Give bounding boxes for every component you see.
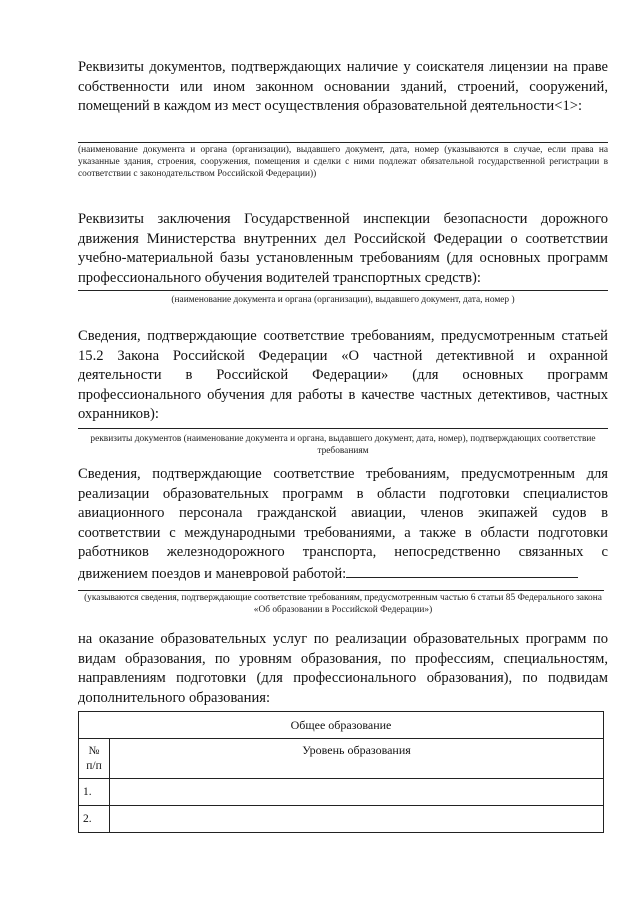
row-level-cell[interactable]	[110, 779, 604, 806]
section-4-text	[78, 465, 608, 585]
general-education-table	[78, 711, 604, 833]
section-4-fill-line	[78, 590, 604, 591]
column-header-number: № п/п	[79, 739, 110, 779]
section-1-note: (наименование документа и органа (организации), выдавшего документ, дата, номер (указываются в случае, если права на указанные здания, строения, сооружения, помещения и сделки с ними подлежат обязательной государственной регистрации в соответствии с законодательством Российской Федерации))	[78, 145, 608, 180]
row-number: 2.	[79, 806, 110, 833]
section-5-text: на оказание образовательных услуг по реализации образовательных программ по видам образования, по уровням образования, по профессиям, специальностям, направлениям подготовки (для профессионального образования), по подвидам дополнительного образования:	[78, 631, 608, 706]
section-1-fill-line	[78, 142, 608, 143]
row-number: 1.	[79, 779, 110, 806]
section-3-note: реквизиты документов (наименование документа и органа, выдавшего документ, дата, номер), подтверждающих соответствие требованиям	[90, 434, 596, 457]
column-header-level: Уровень образования	[110, 739, 604, 779]
section-4-inline-fill	[346, 563, 578, 578]
section-2-note: (наименование документа и органа (организации), выдавшего документ, дата, номер )	[171, 295, 515, 305]
table-row	[79, 779, 604, 806]
section-2-text: Реквизиты заключения Государственной инспекции безопасности дорожного движения Министерства внутренних дел Российской Федерации о соответствии учебно-материальной базы установленным требованиям (для основных программ профессионального обучения водителей транспортных средств):	[78, 211, 608, 286]
section-4-note: (указываются сведения, подтверждающие соответствие требованиям, предусмотренным частью 6 статьи 85 Федерального закона «Об образовании в Российской Федерации»)	[84, 593, 602, 616]
section-3-text: Сведения, подтверждающие соответствие требованиям, предусмотренным статьей 15.2 Закона Российской Федерации «О частной детективной и охранной деятельности в Российской Федерации» (для основных программ профессионального обучения для работы в качестве частных детективов, частных охранников):	[78, 328, 608, 423]
section-1-text: Реквизиты документов, подтверждающих наличие у соискателя лицензии на праве собственности или ином законном основании зданий, строений, сооружений, помещений в каждом из мест осуществления образовательной деятельности<1>:	[78, 59, 608, 115]
section-2-fill-line	[78, 290, 608, 291]
table-caption: Общее образование	[79, 712, 604, 739]
section-4-body: Сведения, подтверждающие соответствие требованиям, предусмотренным для реализации образовательных программ в области подготовки специалистов авиационного персонала гражданской авиации, членов экипажей судов в соответствии с международными требованиями, а также в области подготовки работников железнодорожного транспорта, непосредственно связанных с движением поездов и маневровой работой:	[78, 466, 608, 582]
row-level-cell[interactable]	[110, 806, 604, 833]
table-row	[79, 806, 604, 833]
section-3-fill-line	[78, 428, 608, 429]
